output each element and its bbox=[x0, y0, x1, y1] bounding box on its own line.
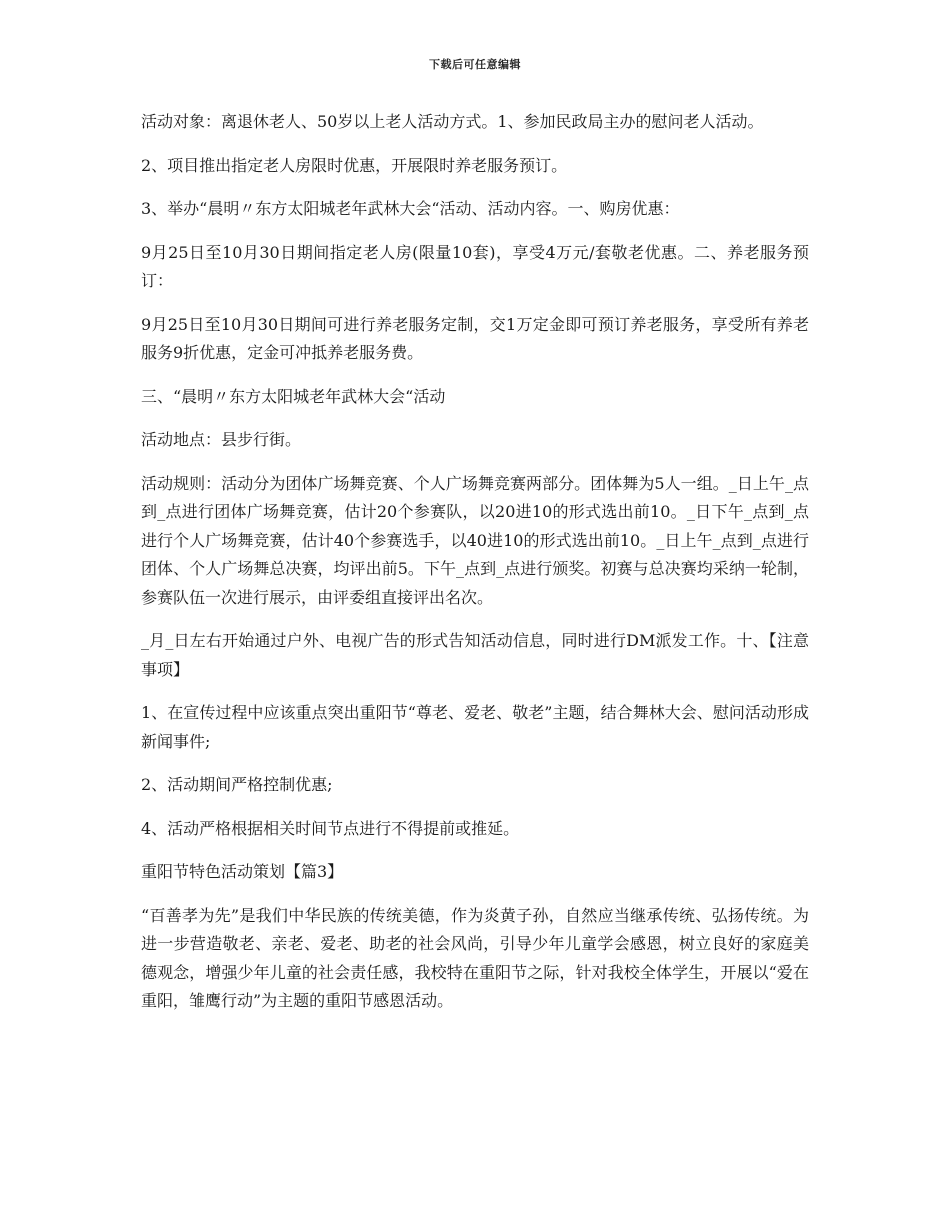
paragraph-rules: 活动规则：活动分为团体广场舞竞赛、个人广场舞竞赛两部分。团体舞为5人一组。_日上午_点到_点进行团体广场舞竞赛，估计20个参赛队，以20进10的形式选出前10。_日下午_点到_点进行个人广场舞竞赛，估计40个参赛选手，以40进10的形式选出前10。_日上午_点到_点进行团体、个人广场舞总决赛，均评出前5。下午_点到_点进行颁奖。初赛与总决赛均采纳一轮制，参赛队伍一次进行展示，由评委组直接评出名次。 bbox=[141, 473, 809, 607]
paragraph-promotion: _月_日左右开始通过户外、电视广告的形式告知活动信息，同时进行DM派发工作。十、【注意事项】 bbox=[141, 631, 809, 679]
paragraph-section-heading: 重阳节特色活动策划【篇3】 bbox=[141, 862, 344, 881]
paragraph-activity-target: 活动对象：离退休老人、50岁以上老人活动方式。1、参加民政局主办的慰问老人活动。 bbox=[141, 112, 764, 131]
paragraph-notice-1: 1、在宣传过程中应该重点突出重阳节“尊老、爱老、敬老”主题，结合舞林大会、慰问活动形成新闻事件; bbox=[141, 703, 809, 751]
paragraph-service-booking: 9月25日至10月30日期间可进行养老服务定制，交1万定金即可预订养老服务，享受所有养老服务9折优惠，定金可冲抵养老服务费。 bbox=[141, 314, 809, 362]
paragraph-housing-discount: 9月25日至10月30日期间指定老人房(限量10套)，享受4万元/套敬老优惠。二、养老服务预订： bbox=[141, 242, 809, 290]
page-header: 下载后可任意编辑 bbox=[429, 58, 521, 71]
paragraph-intro: “百善孝为先”是我们中华民族的传统美德，作为炎黄子孙，自然应当继承传统、弘扬传统。为进一步营造敬老、亲老、爱老、助老的社会风尚，引导少年儿童学会感恩，树立良好的家庭美德观念，增强少年儿童的社会责任感，我校特在重阳节之际，针对我校全体学生，开展以“爱在重阳，雏鹰行动”为主题的重阳节感恩活动。 bbox=[141, 905, 809, 1010]
paragraph-location: 活动地点：县步行街。 bbox=[141, 430, 302, 449]
paragraph-section-3-title: 三、“晨明〃东方太阳城老年武林大会“活动 bbox=[141, 386, 446, 406]
document-body bbox=[141, 108, 809, 1031]
paragraph-notice-2: 2、活动期间严格控制优惠; bbox=[141, 775, 333, 794]
paragraph-item-3: 3、举办“晨明〃东方太阳城老年武林大会“活动、活动内容。一、购房优惠： bbox=[141, 199, 680, 218]
paragraph-item-2: 2、项目推出指定老人房限时优惠，开展限时养老服务预订。 bbox=[141, 155, 568, 175]
paragraph-notice-4: 4、活动严格根据相关时间节点进行不得提前或推延。 bbox=[141, 818, 520, 838]
